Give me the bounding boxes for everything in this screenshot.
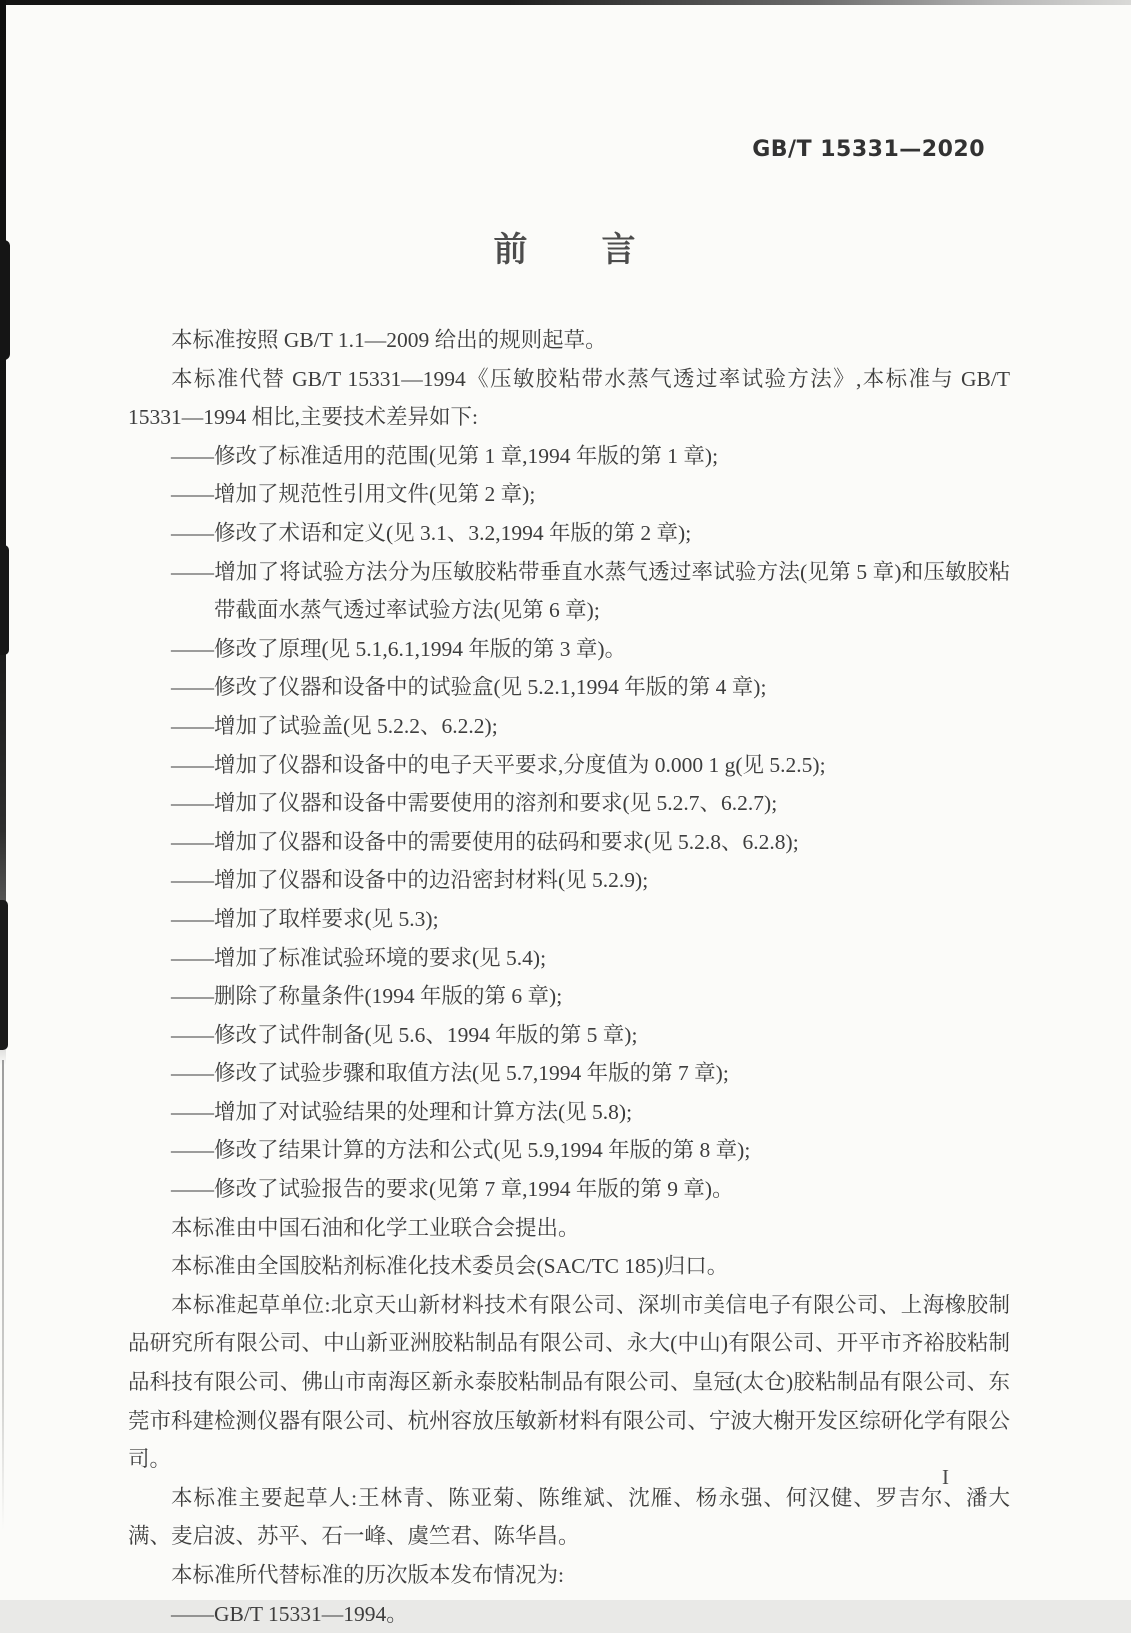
change-list-item: ——增加了规范性引用文件(见第 2 章); <box>171 482 536 507</box>
page-title: 前 言 <box>493 231 638 269</box>
paragraph: 本标准主要起草人:王林青、陈亚菊、陈维斌、沈雁、杨永强、何汉健、罗吉尔、潘大满、麦启波、苏平、石一峰、虞竺君、陈华昌。 <box>128 1485 1010 1549</box>
paragraph: 本标准起草单位:北京天山新材料技术有限公司、深圳市美信电子有限公司、上海橡胶制品研究所有限公司、中山新亚洲胶粘制品有限公司、永大(中山)有限公司、开平市齐裕胶粘制品科技有限公司、佛山市南海区新永泰胶粘制品有限公司、皇冠(太仓)胶粘制品有限公司、东莞市科建检测仪器有限公司、杭州容放压敏新材料有限公司、宁波大榭开发区综研化学有限公司。 <box>128 1292 1010 1472</box>
change-list-item: ——增加了仪器和设备中的需要使用的砝码和要求(见 5.2.8、6.2.8); <box>171 829 799 854</box>
paragraph: 本标准代替 GB/T 15331—1994《压敏胶粘带水蒸气透过率试验方法》,本标准与 GB/T 15331—1994 相比,主要技术差异如下: <box>128 366 1010 430</box>
change-list-item: ——增加了取样要求(见 5.3); <box>171 906 439 931</box>
scan-artifact-left-faint-line <box>2 1060 4 1530</box>
change-list-item: ——删除了称量条件(1994 年版的第 6 章); <box>171 984 563 1009</box>
change-list-item: ——增加了标准试验环境的要求(见 5.4); <box>171 945 547 970</box>
foreword-body <box>128 321 1010 1633</box>
change-list-item: ——修改了结果计算的方法和公式(见 5.9,1994 年版的第 8 章); <box>171 1138 751 1163</box>
change-list-item: ——修改了术语和定义(见 3.1、3.2,1994 年版的第 2 章); <box>171 520 692 545</box>
change-list-item: ——GB/T 15331—1994。 <box>171 1601 408 1626</box>
change-list-item: ——增加了仪器和设备中的边沿密封材料(见 5.2.9); <box>171 868 649 893</box>
change-list-item: ——修改了仪器和设备中的试验盒(见 5.2.1,1994 年版的第 4 章); <box>171 675 767 700</box>
paragraph: 本标准按照 GB/T 1.1—2009 给出的规则起草。 <box>171 328 607 352</box>
change-list-item: ——修改了试验报告的要求(见第 7 章,1994 年版的第 9 章)。 <box>171 1177 734 1202</box>
page-number: I <box>942 1465 949 1489</box>
standard-number-header: GB/T 15331—2020 <box>752 137 985 162</box>
scan-artifact-left-blob <box>0 545 9 655</box>
change-list-item: ——修改了标准适用的范围(见第 1 章,1994 年版的第 1 章); <box>171 443 719 468</box>
change-list-item: ——增加了将试验方法分为压敏胶粘带垂直水蒸气透过率试验方法(见第 5 章)和压敏胶粘带截面水蒸气透过率试验方法(见第 6 章); <box>171 559 1010 623</box>
change-list-item: ——增加了仪器和设备中的电子天平要求,分度值为 0.000 1 g(见 5.2.5); <box>171 752 826 777</box>
change-list-item: ——增加了对试验结果的处理和计算方法(见 5.8); <box>171 1099 633 1124</box>
change-list-item: ——增加了仪器和设备中需要使用的溶剂和要求(见 5.2.7、6.2.7); <box>171 791 778 816</box>
paragraph: 本标准由全国胶粘剂标准化技术委员会(SAC/TC 185)归口。 <box>171 1254 729 1279</box>
change-list-item: ——修改了试件制备(见 5.6、1994 年版的第 5 章); <box>171 1022 638 1047</box>
scan-artifact-top-edge <box>0 0 1131 5</box>
scan-artifact-left-blob <box>0 900 8 1050</box>
change-list-item: ——增加了试验盖(见 5.2.2、6.2.2); <box>171 713 498 738</box>
change-list-item: ——修改了原理(见 5.1,6.1,1994 年版的第 3 章)。 <box>171 636 627 661</box>
paragraph: 本标准所代替标准的历次版本发布情况为: <box>171 1563 564 1587</box>
change-list-item: ——修改了试验步骤和取值方法(见 5.7,1994 年版的第 7 章); <box>171 1061 729 1086</box>
paragraph: 本标准由中国石油和化学工业联合会提出。 <box>171 1215 580 1240</box>
